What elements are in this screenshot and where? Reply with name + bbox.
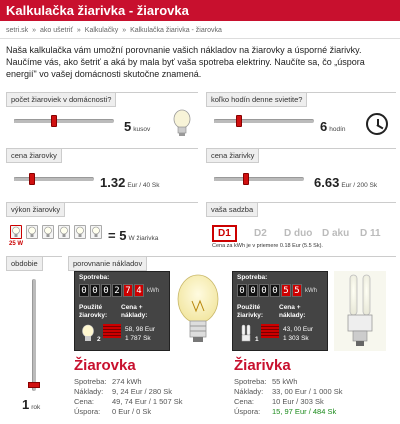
breadcrumb-kalkulacky[interactable]: Kalkulačky: [84, 27, 119, 34]
count-panel: [6, 92, 198, 144]
bulb-icon: [11, 226, 21, 238]
power-panel: [6, 202, 198, 250]
period-panel: [6, 256, 62, 422]
cfl-meter-digits: [237, 284, 302, 297]
meter-digit: 4: [134, 284, 144, 297]
tariff-option-d2[interactable]: D2: [254, 228, 267, 239]
cfl-stat-uspora: 15, 97 Eur / 484 Sk: [272, 407, 337, 416]
bulb-icon: [27, 226, 37, 238]
meter-digit: 0: [237, 284, 247, 297]
cfl-name: Žiarivka: [234, 357, 291, 374]
title-bar: [0, 0, 400, 21]
bulb-icon: [91, 226, 101, 238]
cfl-meter: [232, 271, 328, 351]
breadcrumb-separator: »: [76, 27, 81, 34]
price-bulb-value-display: [100, 175, 159, 190]
bulb-icon: [75, 226, 85, 238]
hours-slider-track[interactable]: [214, 119, 314, 123]
page-title: Kalkulačka žiarivka - žiarovka: [6, 3, 189, 18]
power-selected-label: 25 W: [9, 241, 24, 247]
count-value: 5: [124, 119, 132, 134]
cfl-icon: [239, 324, 253, 344]
bulb-meter: [74, 271, 170, 351]
power-option[interactable]: [26, 225, 38, 239]
cfl-cost-sk: 1 303 Sk: [283, 335, 309, 342]
bulb-icon: [59, 226, 69, 238]
meter-digit: 5: [292, 284, 302, 297]
cfl-meter-label: Spotreba:: [237, 274, 268, 281]
period-slider-thumb[interactable]: [28, 382, 40, 388]
cfl-used-count: 1: [255, 336, 259, 343]
bulb-cost-label: Cena + náklady:: [121, 304, 148, 319]
price-bulb-unit: Eur / 40 Sk: [127, 182, 160, 189]
bulb-stat-naklady: 9, 24 Eur / 280 Sk: [112, 387, 173, 396]
stat-label: Cena:: [74, 397, 95, 406]
stat-label: Úspora:: [234, 407, 261, 416]
cfl-used-label: Použité žiarivky:: [237, 304, 264, 319]
tariff-option-d-duo[interactable]: D duo: [284, 228, 313, 239]
meter-digit: 0: [101, 284, 111, 297]
price-cfl-panel: [206, 148, 396, 196]
hours-unit: hodín: [329, 126, 346, 133]
tariff-panel: [206, 202, 396, 250]
cfl-bulb-icon: [334, 271, 386, 351]
price-cfl-slider-track[interactable]: [214, 177, 304, 181]
count-slider-track[interactable]: [14, 119, 114, 123]
breadcrumb-ako-usetrit[interactable]: ako ušetriť: [39, 27, 73, 34]
power-option[interactable]: [74, 225, 86, 239]
bulb-cost-sk: 1 787 Sk: [125, 335, 151, 342]
meter-digit: 0: [90, 284, 100, 297]
bulb-stats: [74, 377, 224, 417]
tariff-option-d-aku[interactable]: D aku: [322, 228, 350, 239]
divider: [0, 38, 400, 39]
count-value-display: [124, 119, 150, 134]
power-equivalent: [108, 228, 158, 243]
meter-digit: 0: [79, 284, 89, 297]
bulb-meter-label: Spotreba:: [79, 274, 110, 281]
bulb-used-count: 2: [97, 336, 101, 343]
stat-label: Úspora:: [74, 407, 101, 416]
period-label: obdobie: [6, 257, 43, 271]
stat-label: Náklady:: [74, 387, 104, 396]
power-value: 5: [119, 228, 127, 243]
power-option[interactable]: [58, 225, 70, 239]
bulb-stat-cena: 49, 74 Eur / 1 507 Sk: [112, 397, 183, 406]
price-cfl-slider-thumb[interactable]: [243, 173, 249, 185]
tariff-option-d1[interactable]: D1: [212, 225, 237, 242]
period-slider-track[interactable]: [32, 279, 36, 391]
cfl-cost-bars: [261, 324, 279, 338]
cfl-cost-label: Cena + náklady:: [279, 304, 306, 319]
bulb-icon: [172, 109, 192, 139]
power-equals: =: [108, 228, 116, 243]
hours-value: 6: [320, 119, 328, 134]
price-cfl-unit: Eur / 200 Sk: [341, 182, 378, 189]
cfl-stat-spotreba: 55 kWh: [272, 377, 298, 386]
breadcrumb-current: Kalkulačka žiarivka - žiarovka: [130, 27, 222, 34]
price-cfl-value-display: [314, 175, 377, 190]
price-cfl-value: 6.63: [314, 175, 340, 190]
hours-panel: [206, 92, 396, 144]
power-option[interactable]: [42, 225, 54, 239]
meter-digit: 5: [281, 284, 291, 297]
tariff-option-d-11[interactable]: D 11: [360, 228, 381, 239]
power-option-selected[interactable]: [10, 225, 22, 239]
bulb-stat-spotreba: 274 kWh: [112, 377, 142, 386]
hours-label: koľko hodín denne svietite?: [206, 93, 307, 107]
meter-digit: 0: [270, 284, 280, 297]
period-unit: rok: [31, 404, 41, 411]
price-bulb-label: cena žiarovky: [6, 149, 62, 163]
cfl-meter-unit: kWh: [305, 288, 317, 294]
stat-label: Cena:: [234, 397, 255, 406]
hours-slider-thumb[interactable]: [236, 115, 242, 127]
intro-text: Naša kalkulačka vám umožní porovnanie vašich nákladov na žiarovky a úsporné žiarivky. Naučíme vás, ako šetriť a aká by mala byť vaša spotreba elektriny. Naučíte sa, čo „úspora energií" vo vašej domácnosti skutočne znamená.: [6, 45, 365, 79]
bulb-name: Žiarovka: [74, 357, 136, 374]
bulb-meter-digits: [79, 284, 144, 297]
compare-label: porovnanie nákladov: [68, 257, 147, 271]
bulb-icon: [43, 226, 53, 238]
clock-icon: [366, 113, 388, 135]
period-value-display: [22, 397, 40, 412]
meter-digit: 2: [112, 284, 122, 297]
bulb-stat-uspora: 0 Eur / 0 Sk: [112, 407, 152, 416]
price-bulb-slider-thumb[interactable]: [29, 173, 35, 185]
bulb-meter-unit: kWh: [147, 288, 159, 294]
cfl-stats: [234, 377, 394, 417]
hours-value-display: [320, 119, 346, 134]
breadcrumb-separator: »: [122, 27, 127, 34]
price-cfl-label: cena žiarivky: [206, 149, 259, 163]
tariff-note: Cena za kWh je v priemere 0.18 Eur (5.5 Sk).: [212, 243, 323, 249]
compare-panel: [68, 256, 396, 422]
breadcrumb-separator: »: [32, 27, 37, 34]
cfl-stat-naklady: 33, 00 Eur / 1 000 Sk: [272, 387, 343, 396]
meter-digit: 0: [259, 284, 269, 297]
cfl-cost-eur: 43, 00 Eur: [283, 326, 313, 333]
breadcrumb: [6, 27, 222, 34]
power-unit: W žiarivka: [128, 235, 159, 242]
power-option[interactable]: [90, 225, 102, 239]
stat-label: Spotreba:: [234, 377, 267, 386]
stat-label: Spotreba:: [74, 377, 107, 386]
meter-digit: 7: [123, 284, 133, 297]
count-unit: kusov: [133, 126, 151, 133]
bulb-used-label: Použité žiarovky:: [79, 304, 108, 319]
bulb-icon: [81, 324, 95, 344]
meter-digit: 0: [248, 284, 258, 297]
price-bulb-value: 1.32: [100, 175, 126, 190]
bulb-cost-eur: 58, 98 Eur: [125, 326, 155, 333]
price-bulb-slider-track[interactable]: [14, 177, 94, 181]
count-slider-thumb[interactable]: [51, 115, 57, 127]
incandescent-bulb-icon: [172, 271, 224, 351]
breadcrumb-home[interactable]: setri.sk: [6, 27, 29, 34]
cfl-stat-cena: 10 Eur / 303 Sk: [272, 397, 324, 406]
stat-label: Náklady:: [234, 387, 264, 396]
tariff-label: vaša sadzba: [206, 203, 258, 217]
period-value: 1: [22, 397, 30, 412]
power-label: výkon žiarovky: [6, 203, 65, 217]
count-label: počet žiaroviek v domácnosti?: [6, 93, 116, 107]
bulb-cost-bars: [103, 324, 121, 338]
price-bulb-panel: [6, 148, 198, 196]
